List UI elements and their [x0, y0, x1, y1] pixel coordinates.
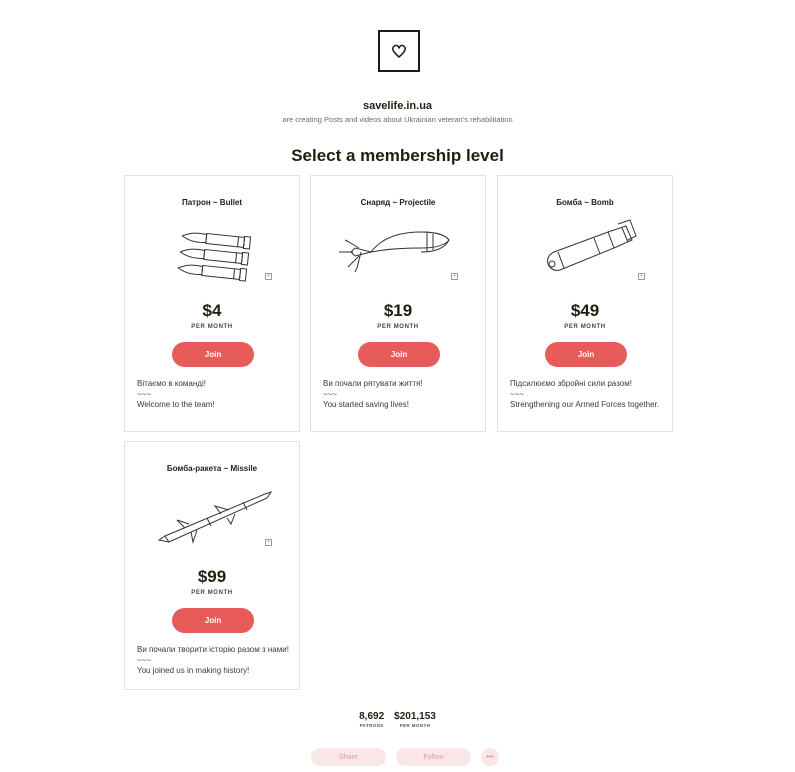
patrons-stat — [359, 711, 384, 728]
creator-stats — [0, 711, 795, 728]
tier-period: PER MONTH — [377, 324, 419, 330]
desc-line: ~~~ — [137, 655, 152, 665]
mortar-shell-illustration — [331, 218, 467, 288]
desc-line: ~~~ — [323, 389, 338, 399]
desc-line: ~~~ — [510, 389, 525, 399]
desc-line: Ви почали творити історію разом з нами! — [137, 645, 289, 654]
stat-label: PER MONTH — [399, 723, 431, 728]
stat-value: $201,153 — [394, 711, 436, 722]
tier-description — [323, 379, 475, 411]
zoom-icon[interactable]: + — [638, 273, 645, 280]
tier-period: PER MONTH — [191, 324, 233, 330]
desc-line: ~~~ — [137, 389, 152, 399]
heart-icon — [390, 42, 408, 60]
desc-line: Welcome to the team! — [137, 400, 215, 409]
desc-line: Підсилюємо збройні сили разом! — [510, 379, 632, 388]
tier-price: $99 — [197, 567, 227, 586]
stat-label: PATRONS — [359, 723, 384, 728]
desc-line: You started saving lives! — [323, 400, 409, 409]
join-button[interactable]: Join — [172, 342, 254, 367]
tier-name: Патрон ~ Bullet — [181, 198, 243, 207]
desc-line: You joined us in making history! — [137, 666, 250, 675]
creator-logo[interactable] — [378, 30, 420, 72]
creator-tagline: are creating Posts and videos about Ukrainian veteran's rehabilitation — [282, 115, 513, 124]
zoom-icon[interactable]: + — [451, 273, 458, 280]
tier-name: Бомба-ракета ~ Missile — [166, 464, 258, 473]
earnings-stat — [394, 711, 436, 728]
tier-price: $49 — [570, 301, 600, 320]
stat-value: 8,692 — [359, 711, 385, 722]
tier-name: Снаряд ~ Projectile — [360, 198, 436, 207]
more-options-button[interactable]: ••• — [481, 748, 499, 766]
tier-description — [137, 379, 289, 411]
tier-name: Бомба ~ Bomb — [556, 198, 614, 207]
tier-price: $4 — [202, 301, 222, 320]
page-title: Select a membership level — [291, 146, 504, 165]
creator-name[interactable]: savelife.in.ua — [362, 100, 433, 112]
share-button[interactable]: Share — [311, 748, 386, 766]
action-bar — [311, 748, 499, 766]
tier-card-bomb — [497, 175, 673, 432]
zoom-icon[interactable]: + — [265, 273, 272, 280]
tier-period: PER MONTH — [564, 324, 606, 330]
bomb-illustration — [518, 218, 654, 288]
join-button[interactable]: Join — [358, 342, 440, 367]
bullets-illustration — [145, 218, 281, 288]
tier-card-missile — [124, 441, 300, 690]
desc-line: Вітаємо в команді! — [137, 379, 206, 388]
desc-line: Ви почали рятувати життя! — [323, 379, 423, 388]
zoom-icon[interactable]: + — [265, 539, 272, 546]
tier-description — [510, 379, 662, 411]
join-button[interactable]: Join — [172, 608, 254, 633]
tier-card-projectile — [310, 175, 486, 432]
tier-period: PER MONTH — [191, 590, 233, 596]
join-button[interactable]: Join — [545, 342, 627, 367]
follow-button[interactable]: Follow — [396, 748, 471, 766]
missile-illustration — [145, 484, 281, 554]
tier-description — [137, 645, 289, 677]
tier-card-bullet — [124, 175, 300, 432]
tier-price: $19 — [383, 301, 413, 320]
desc-line: Strengthening our Armed Forces together. — [510, 400, 659, 409]
